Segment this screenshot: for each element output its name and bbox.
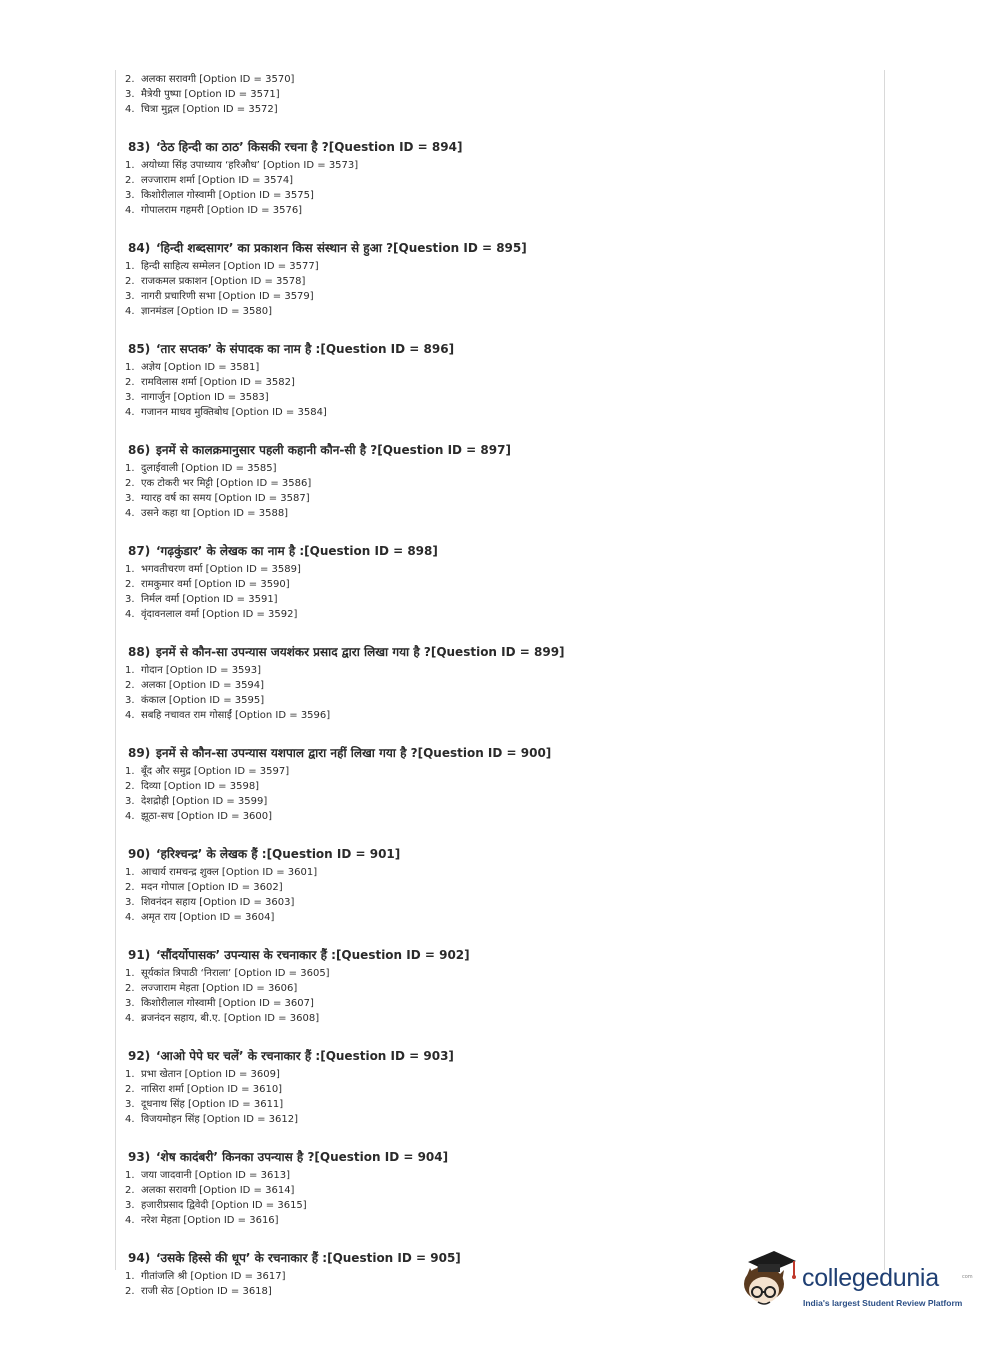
option-number: 3. xyxy=(125,190,135,201)
option-number: 1. xyxy=(125,867,135,878)
option-item xyxy=(125,360,865,375)
question-heading xyxy=(125,542,865,560)
question-text: ‘ठेठ हिन्दी का ठाठ’ किसकी रचना है ?[Question ID = 894] xyxy=(156,140,463,154)
option-list xyxy=(125,158,865,218)
option-item xyxy=(125,506,865,521)
option-text: सूर्यकांत त्रिपाठी ‘निराला’ [Option ID = 3605] xyxy=(141,968,330,979)
question-text: ‘उसके हिस्से की धूप’ के रचनाकार हैं :[Question ID = 905] xyxy=(156,1251,461,1265)
carryover-option-list xyxy=(125,72,865,117)
option-text: देशद्रोही [Option ID = 3599] xyxy=(141,796,268,807)
question-number: 85) xyxy=(128,342,151,356)
option-item xyxy=(125,1097,865,1112)
question-text: इनमें से कालक्रमानुसार पहली कहानी कौन-सी है ?[Question ID = 897] xyxy=(156,443,511,457)
option-text: राजकमल प्रकाशन [Option ID = 3578] xyxy=(141,276,306,287)
option-list xyxy=(125,865,865,925)
option-item xyxy=(125,1168,865,1183)
option-number: 3. xyxy=(125,392,135,403)
option-text: झूठा-सच [Option ID = 3600] xyxy=(141,811,273,822)
option-item xyxy=(125,607,865,622)
question-block xyxy=(125,744,865,824)
option-number: 2. xyxy=(125,1084,135,1095)
option-text: ग्यारह वर्ष का समय [Option ID = 3587] xyxy=(141,493,310,504)
option-text: गोदान [Option ID = 3593] xyxy=(141,665,262,676)
option-item xyxy=(125,981,865,996)
option-number: 1. xyxy=(125,1271,135,1282)
option-list xyxy=(125,663,865,723)
question-text: इनमें से कौन-सा उपन्यास यशपाल द्वारा नहीं लिखा गया है ?[Question ID = 900] xyxy=(156,746,552,760)
option-item xyxy=(125,663,865,678)
option-text: नासिरा शर्मा [Option ID = 3610] xyxy=(141,1084,283,1095)
option-item xyxy=(125,764,865,779)
question-text: ‘तार सप्तक’ के संपादक का नाम है :[Question ID = 896] xyxy=(156,342,455,356)
question-block xyxy=(125,1148,865,1228)
option-text: रामविलास शर्मा [Option ID = 3582] xyxy=(141,377,295,388)
option-number: 4. xyxy=(125,205,135,216)
question-text: ‘आओ पेपे घर चलें’ के रचनाकार हैं :[Question ID = 903] xyxy=(156,1049,454,1063)
option-item xyxy=(125,304,865,319)
option-number: 2. xyxy=(125,1286,135,1297)
option-item xyxy=(125,405,865,420)
option-text: राजी सेठ [Option ID = 3618] xyxy=(141,1286,272,1297)
option-number: 2. xyxy=(125,680,135,691)
option-item xyxy=(125,1067,865,1082)
option-list xyxy=(125,360,865,420)
option-number: 3. xyxy=(125,594,135,605)
option-number: 1. xyxy=(125,564,135,575)
option-number: 1. xyxy=(125,463,135,474)
option-list xyxy=(125,1168,865,1228)
question-heading xyxy=(125,845,865,863)
option-text: जया जादवानी [Option ID = 3613] xyxy=(141,1170,290,1181)
option-item xyxy=(125,895,865,910)
option-item xyxy=(125,1183,865,1198)
option-text: गीतांजलि श्री [Option ID = 3617] xyxy=(141,1271,286,1282)
option-item xyxy=(125,966,865,981)
option-number: 4. xyxy=(125,407,135,418)
page-margin-left-rule xyxy=(115,70,116,1270)
option-number: 1. xyxy=(125,1069,135,1080)
option-text: कंकाल [Option ID = 3595] xyxy=(141,695,265,706)
option-number: 3. xyxy=(125,796,135,807)
option-number: 2. xyxy=(125,983,135,994)
option-item xyxy=(125,1198,865,1213)
option-item xyxy=(125,259,865,274)
option-item xyxy=(125,577,865,592)
option-text: चित्रा मुद्गल [Option ID = 3572] xyxy=(141,104,278,115)
option-number: 4. xyxy=(125,1114,135,1125)
option-number: 2. xyxy=(125,781,135,792)
question-number: 84) xyxy=(128,241,151,255)
option-text: अलका [Option ID = 3594] xyxy=(141,680,265,691)
option-item xyxy=(125,809,865,824)
option-number: 1. xyxy=(125,362,135,373)
option-item xyxy=(125,188,865,203)
option-number: 2. xyxy=(125,882,135,893)
question-block xyxy=(125,239,865,319)
option-number: 3. xyxy=(125,291,135,302)
option-number: 1. xyxy=(125,261,135,272)
option-text: हजारीप्रसाद द्विवेदी [Option ID = 3615] xyxy=(141,1200,307,1211)
option-text: लज्जाराम शर्मा [Option ID = 3574] xyxy=(141,175,294,186)
option-text: रामकुमार वर्मा [Option ID = 3590] xyxy=(141,579,290,590)
question-list xyxy=(125,138,865,1299)
option-item xyxy=(125,996,865,1011)
option-text: नागरी प्रचारिणी सभा [Option ID = 3579] xyxy=(141,291,314,302)
question-text: ‘सौंदर्योपासक’ उपन्यास के रचनाकार हैं :[Question ID = 902] xyxy=(156,948,470,962)
option-text: ज्ञानमंडल [Option ID = 3580] xyxy=(141,306,273,317)
option-number: 4. xyxy=(125,104,135,115)
option-item xyxy=(125,708,865,723)
option-number: 2. xyxy=(125,478,135,489)
question-block xyxy=(125,441,865,521)
question-block xyxy=(125,340,865,420)
option-number: 3. xyxy=(125,897,135,908)
question-heading xyxy=(125,340,865,358)
option-text: गोपालराम गहमरी [Option ID = 3576] xyxy=(141,205,303,216)
option-number: 2. xyxy=(125,276,135,287)
option-number: 4. xyxy=(125,508,135,519)
option-text: किशोरीलाल गोस्वामी [Option ID = 3607] xyxy=(141,998,314,1009)
option-item xyxy=(125,72,865,87)
option-list xyxy=(125,966,865,1026)
option-text: भगवतीचरण वर्मा [Option ID = 3589] xyxy=(141,564,301,575)
question-heading xyxy=(125,441,865,459)
question-number: 94) xyxy=(128,1251,151,1265)
option-number: 4. xyxy=(125,609,135,620)
option-text: गजानन माधव मुक्तिबोध [Option ID = 3584] xyxy=(141,407,327,418)
option-text: अज्ञेय [Option ID = 3581] xyxy=(141,362,260,373)
option-number: 2. xyxy=(125,377,135,388)
question-text: इनमें से कौन-सा उपन्यास जयशंकर प्रसाद द्वारा लिखा गया है ?[Question ID = 899] xyxy=(156,645,565,659)
option-item xyxy=(125,102,865,117)
option-item xyxy=(125,87,865,102)
option-number: 3. xyxy=(125,1200,135,1211)
option-list xyxy=(125,764,865,824)
question-heading xyxy=(125,1047,865,1065)
option-text: अलका सरावगी [Option ID = 3614] xyxy=(141,1185,295,1196)
option-item xyxy=(125,158,865,173)
question-heading xyxy=(125,643,865,661)
question-sheet xyxy=(125,72,865,1299)
option-item xyxy=(125,1112,865,1127)
option-item xyxy=(125,274,865,289)
option-text: दूधनाथ सिंह [Option ID = 3611] xyxy=(141,1099,284,1110)
option-text: आचार्य रामचन्द्र शुक्ल [Option ID = 3601] xyxy=(141,867,318,878)
question-block xyxy=(125,643,865,723)
option-text: अयोध्या सिंह उपाध्याय ‘हरिऔध’ [Option ID = 3573] xyxy=(141,160,359,171)
option-text: ब्रजनंदन सहाय, बी.ए. [Option ID = 3608] xyxy=(141,1013,320,1024)
option-item xyxy=(125,562,865,577)
option-number: 1. xyxy=(125,1170,135,1181)
question-text: ‘हरिश्चन्द्र’ के लेखक हैं :[Question ID = 901] xyxy=(156,847,401,861)
option-item xyxy=(125,865,865,880)
collegedunia-logo xyxy=(740,1248,973,1318)
question-heading xyxy=(125,239,865,257)
option-item xyxy=(125,693,865,708)
option-item xyxy=(125,203,865,218)
option-item xyxy=(125,1213,865,1228)
option-text: बूँद और समुद्र [Option ID = 3597] xyxy=(141,766,290,777)
question-text: ‘शेष कादंबरी’ किनका उपन्यास है ?[Question ID = 904] xyxy=(156,1150,449,1164)
option-text: नागार्जुन [Option ID = 3583] xyxy=(141,392,269,403)
question-heading xyxy=(125,138,865,156)
option-text: निर्मल वर्मा [Option ID = 3591] xyxy=(141,594,278,605)
option-text: नरेश मेहता [Option ID = 3616] xyxy=(141,1215,279,1226)
question-block xyxy=(125,1047,865,1127)
question-number: 93) xyxy=(128,1150,151,1164)
option-list xyxy=(125,1067,865,1127)
question-number: 92) xyxy=(128,1049,151,1063)
option-item xyxy=(125,794,865,809)
question-block xyxy=(125,138,865,218)
option-item xyxy=(125,880,865,895)
option-number: 3. xyxy=(125,1099,135,1110)
question-number: 86) xyxy=(128,443,151,457)
option-number: 1. xyxy=(125,968,135,979)
option-item xyxy=(125,1082,865,1097)
option-text: प्रभा खेतान [Option ID = 3609] xyxy=(141,1069,280,1080)
option-text: अमृत राय [Option ID = 3604] xyxy=(141,912,275,923)
option-item xyxy=(125,491,865,506)
option-item xyxy=(125,779,865,794)
option-number: 2. xyxy=(125,74,135,85)
option-item xyxy=(125,375,865,390)
option-text: लज्जाराम मेहता [Option ID = 3606] xyxy=(141,983,298,994)
option-item xyxy=(125,592,865,607)
option-text: वृंदावनलाल वर्मा [Option ID = 3592] xyxy=(141,609,298,620)
option-number: 4. xyxy=(125,811,135,822)
option-number: 1. xyxy=(125,665,135,676)
option-text: दुलाईवाली [Option ID = 3585] xyxy=(141,463,277,474)
question-block xyxy=(125,845,865,925)
question-number: 91) xyxy=(128,948,151,962)
option-number: 1. xyxy=(125,766,135,777)
option-number: 4. xyxy=(125,912,135,923)
logo-tagline: India's largest Student Review Platform xyxy=(803,1298,963,1308)
question-text: ‘हिन्दी शब्दसागर’ का प्रकाशन किस संस्थान से हुआ ?[Question ID = 895] xyxy=(156,241,527,255)
option-text: मैत्रेयी पुष्पा [Option ID = 3571] xyxy=(141,89,280,100)
option-item xyxy=(125,390,865,405)
option-item xyxy=(125,1011,865,1026)
option-text: शिवनंदन सहाय [Option ID = 3603] xyxy=(141,897,295,908)
option-item xyxy=(125,678,865,693)
option-list xyxy=(125,562,865,622)
option-number: 4. xyxy=(125,1013,135,1024)
logo-domain-mark: com xyxy=(962,1274,973,1280)
question-block xyxy=(125,542,865,622)
option-text: किशोरीलाल गोस्वामी [Option ID = 3575] xyxy=(141,190,314,201)
option-item xyxy=(125,476,865,491)
option-list xyxy=(125,461,865,521)
option-number: 2. xyxy=(125,1185,135,1196)
option-number: 2. xyxy=(125,175,135,186)
option-number: 1. xyxy=(125,160,135,171)
option-number: 4. xyxy=(125,306,135,317)
question-text: ‘गढ़कुंडार’ के लेखक का नाम है :[Question ID = 898] xyxy=(156,544,438,558)
option-item xyxy=(125,289,865,304)
question-number: 83) xyxy=(128,140,151,154)
option-list xyxy=(125,259,865,319)
option-item xyxy=(125,173,865,188)
option-text: एक टोकरी भर मिट्टी [Option ID = 3586] xyxy=(141,478,312,489)
option-number: 4. xyxy=(125,1215,135,1226)
mascot-graduate-icon xyxy=(740,1248,796,1312)
option-text: विजयमोहन सिंह [Option ID = 3612] xyxy=(141,1114,299,1125)
option-text: हिन्दी साहित्य सम्मेलन [Option ID = 3577] xyxy=(141,261,319,272)
question-heading xyxy=(125,1148,865,1166)
question-number: 87) xyxy=(128,544,151,558)
option-item xyxy=(125,910,865,925)
question-heading xyxy=(125,744,865,762)
option-text: सबहि नचावत राम गोसाईं [Option ID = 3596] xyxy=(141,710,331,721)
option-text: मदन गोपाल [Option ID = 3602] xyxy=(141,882,283,893)
option-text: उसने कहा था [Option ID = 3588] xyxy=(141,508,289,519)
option-number: 3. xyxy=(125,998,135,1009)
question-number: 88) xyxy=(128,645,151,659)
question-heading xyxy=(125,946,865,964)
question-block xyxy=(125,946,865,1026)
page-margin-right-rule xyxy=(884,70,885,1270)
option-text: दिव्या [Option ID = 3598] xyxy=(141,781,260,792)
option-number: 3. xyxy=(125,89,135,100)
option-item xyxy=(125,461,865,476)
question-number: 90) xyxy=(128,847,151,861)
logo-wordmark: collegedunia xyxy=(802,1264,939,1292)
option-number: 2. xyxy=(125,579,135,590)
option-number: 3. xyxy=(125,695,135,706)
question-number: 89) xyxy=(128,746,151,760)
option-text: अलका सरावगी [Option ID = 3570] xyxy=(141,74,295,85)
option-number: 3. xyxy=(125,493,135,504)
option-number: 4. xyxy=(125,710,135,721)
